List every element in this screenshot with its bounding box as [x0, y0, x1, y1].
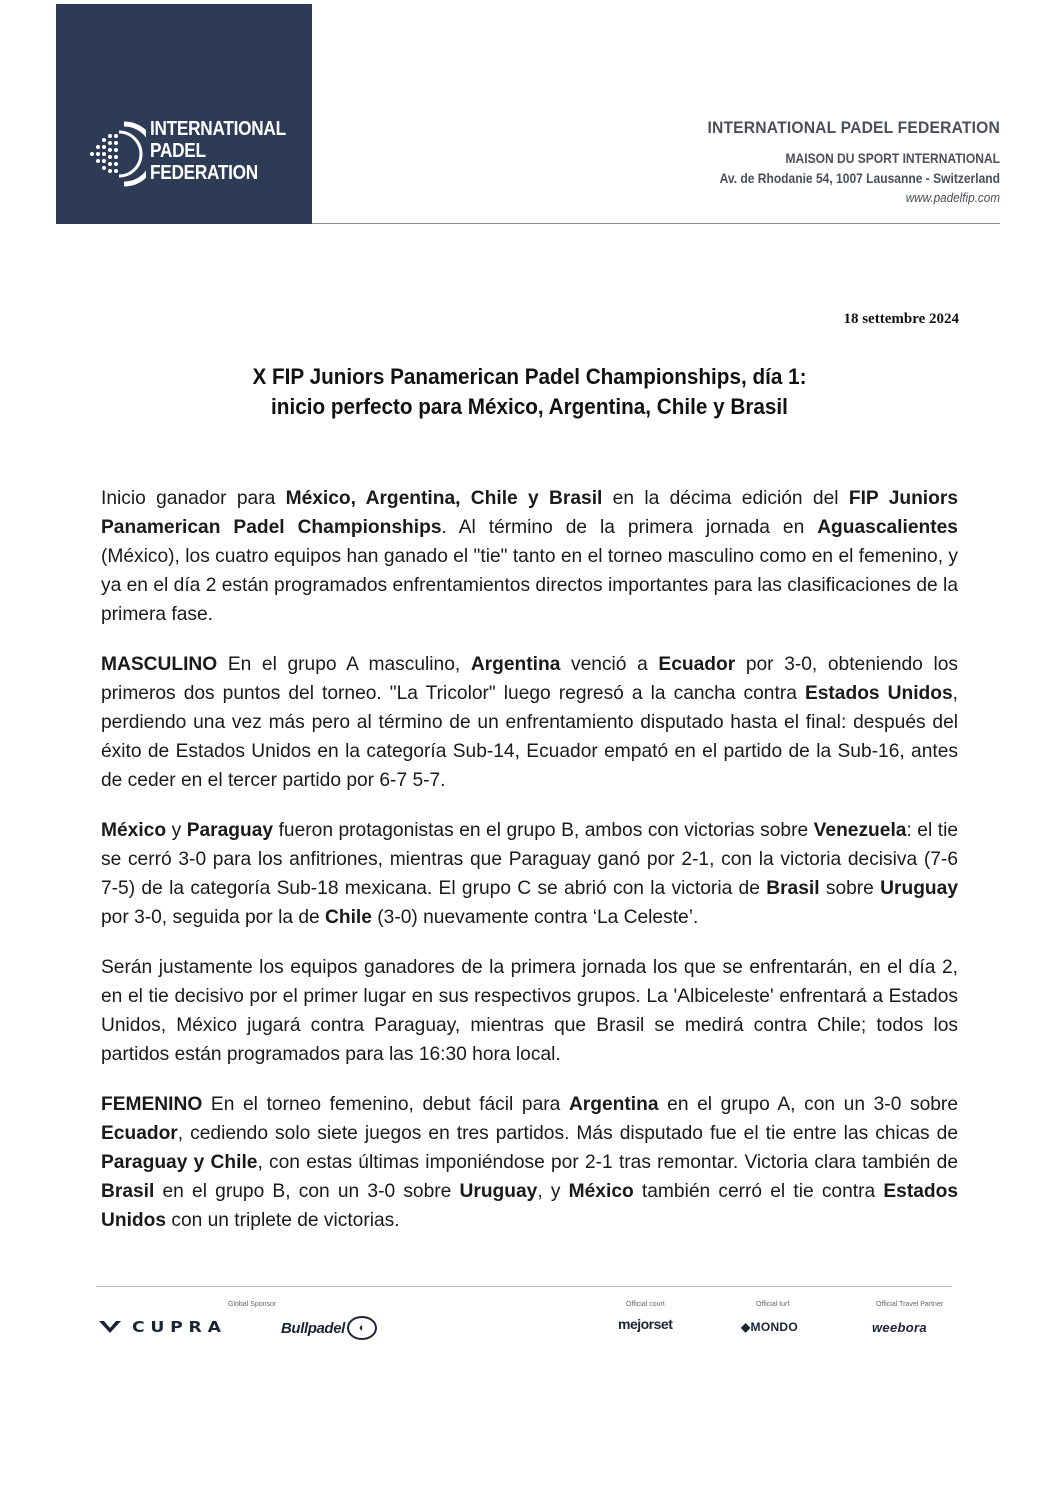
text-run: con un triplete de victorias. — [166, 1210, 400, 1231]
text-run: fueron protagonistas en el grupo B, ambos con victorias sobre — [273, 820, 814, 841]
bold-run: Ecuador — [658, 654, 736, 675]
bold-run: Ecuador — [101, 1123, 178, 1144]
logo-line: PADEL — [150, 140, 206, 162]
bullpadel-emblem-icon: ◐ — [347, 1316, 377, 1340]
mondo-logo — [741, 1320, 798, 1334]
bold-run: México, Argentina, Chile y Brasil — [285, 488, 603, 509]
paragraph-intro — [101, 484, 958, 629]
bullpadel-wordmark: Bullpadel — [281, 1319, 345, 1337]
bold-run: Venezuela — [813, 820, 907, 841]
text-run: (México), los cuatro equipos han ganado el "tie" tanto en el torneo masculino como en el femenino, y ya en el día 2 están programados enfrentamientos directos importantes para las clasificaciones de la primera fase. — [101, 546, 958, 625]
text-run: , perdiendo una vez más pero al término de un enfrentamiento disputado hasta el final: después del éxito de Estados Unidos en la categoría Sub-14, Ecuador empató en el partido de la Sub-16, antes de ceder en el tercer partido por 6-7 5-7. — [101, 683, 958, 791]
logo-line: INTERNATIONAL — [150, 118, 286, 140]
logo-block — [56, 4, 312, 224]
bold-run: FEMENINO — [101, 1094, 203, 1115]
bold-run: México — [568, 1181, 634, 1202]
paragraph-femenino — [101, 1090, 958, 1235]
bold-run: Argentina — [568, 1094, 659, 1115]
text-run: venció a — [560, 654, 659, 675]
title-line: inicio perfecto para México, Argentina, Chile y Brasil — [271, 394, 788, 419]
footer-divider — [96, 1286, 952, 1287]
text-run: , y — [537, 1181, 569, 1202]
bold-run: Paraguay y Chile — [101, 1152, 258, 1173]
official-travel-label: Official Travel Partner — [876, 1301, 944, 1308]
address-line: Av. de Rhodanie 54, 1007 Lausanne - Switzerland — [719, 170, 1000, 186]
text-run: . Al término de la primera jornada en — [441, 517, 818, 538]
page-title — [101, 362, 958, 422]
text-run: , cediendo solo siete juegos en tres partidos. Más disputado fue el tie entre las chicas de — [177, 1123, 958, 1144]
cupra-wordmark: CUPRA — [132, 1318, 227, 1336]
text-run: En el torneo femenino, debut fácil para — [202, 1094, 569, 1115]
press-release-date: 18 settembre 2024 — [843, 311, 959, 327]
text-run: en el grupo B, con un 3-0 sobre — [154, 1181, 460, 1202]
bold-run: México — [101, 820, 167, 841]
bold-run: Estados Unidos — [101, 1181, 959, 1231]
article-body — [101, 484, 958, 1256]
bold-run: Brasil — [766, 878, 820, 899]
bold-run: Aguascalientes — [817, 517, 958, 538]
bold-run: Argentina — [470, 654, 561, 675]
weebora-logo: weebora — [872, 1320, 927, 1335]
text-run: En el grupo A masculino, — [217, 654, 471, 675]
mondo-mark-icon: ◆ — [741, 1320, 751, 1334]
header-divider — [312, 223, 1000, 224]
text-run: sobre — [819, 878, 881, 899]
text-run: (3-0) nuevamente contra ‘La Celeste’. — [371, 907, 699, 928]
global-sponsor-label: Global Sponsor — [228, 1301, 277, 1308]
paragraph-masculino — [101, 650, 958, 795]
title-line: X FIP Juniors Panamerican Padel Championships, día 1: — [252, 364, 807, 389]
official-court-label: Official court — [626, 1301, 665, 1308]
logo-line: FEDERATION — [150, 162, 258, 184]
logo-wordmark — [150, 118, 286, 184]
bold-run: FIP Juniors Panamerican Padel Championships — [101, 488, 958, 538]
bullpadel-logo — [281, 1316, 377, 1340]
text-run: también cerró el tie contra — [633, 1181, 884, 1202]
bold-run: Chile — [325, 907, 372, 928]
bold-run: Brasil — [101, 1181, 155, 1202]
text-run: , con estas últimas imponiéndose por 2-1 tras remontar. Victoria clara también de — [257, 1152, 958, 1173]
paragraph-day-2 — [101, 953, 958, 1069]
official-turf-label: Official turf — [756, 1301, 790, 1308]
bold-run: Estados Unidos — [804, 683, 953, 704]
text-run: Inicio ganador para — [101, 488, 286, 509]
bold-run: MASCULINO — [101, 654, 218, 675]
text-run: por 3-0, obteniendo los primeros dos puntos del torneo. "La Tricolor" luego regresó a la cancha contra — [101, 654, 958, 704]
text-run: Serán justamente los equipos ganadores de la primera jornada los que se enfrentarán, en el día 2, en el tie decisivo por el primer lugar en sus respectivos grupos. La 'Albiceleste' enfrentará a Estados Unidos, México jugará contra Paraguay, mientras que Brasil se medirá contra Chile; todos los partidos están programados para las 16:30 hora local. — [101, 957, 958, 1065]
cupra-emblem-icon — [98, 1320, 122, 1334]
text-run: y — [166, 820, 187, 841]
paragraph-group-b-c — [101, 816, 958, 932]
bold-run: Uruguay — [880, 878, 958, 899]
bold-run: Paraguay — [186, 820, 274, 841]
bold-run: Uruguay — [459, 1181, 538, 1202]
padel-ball-logo-icon — [86, 114, 146, 194]
address-line: MAISON DU SPORT INTERNATIONAL — [785, 150, 1000, 166]
mejorset-logo: mejorset — [618, 1316, 673, 1332]
letterhead-address — [674, 118, 1000, 205]
text-run: en la décima edición del — [602, 488, 849, 509]
mondo-wordmark: MONDO — [750, 1320, 799, 1334]
text-run: : el tie se cerró 3-0 para los anfitriones, mientras que Paraguay ganó por 2-1, con la victoria decisiva (7-6 7-5) de la categoría Sub-18 mexicana. El grupo C se abrió con la victoria de — [101, 820, 958, 899]
cupra-logo — [98, 1318, 227, 1336]
website-link[interactable]: www.padelfip.com — [905, 190, 1000, 205]
org-name: INTERNATIONAL PADEL FEDERATION — [707, 118, 1000, 137]
text-run: en el grupo A, con un 3-0 sobre — [658, 1094, 958, 1115]
text-run: por 3-0, seguida por la de — [101, 907, 326, 928]
